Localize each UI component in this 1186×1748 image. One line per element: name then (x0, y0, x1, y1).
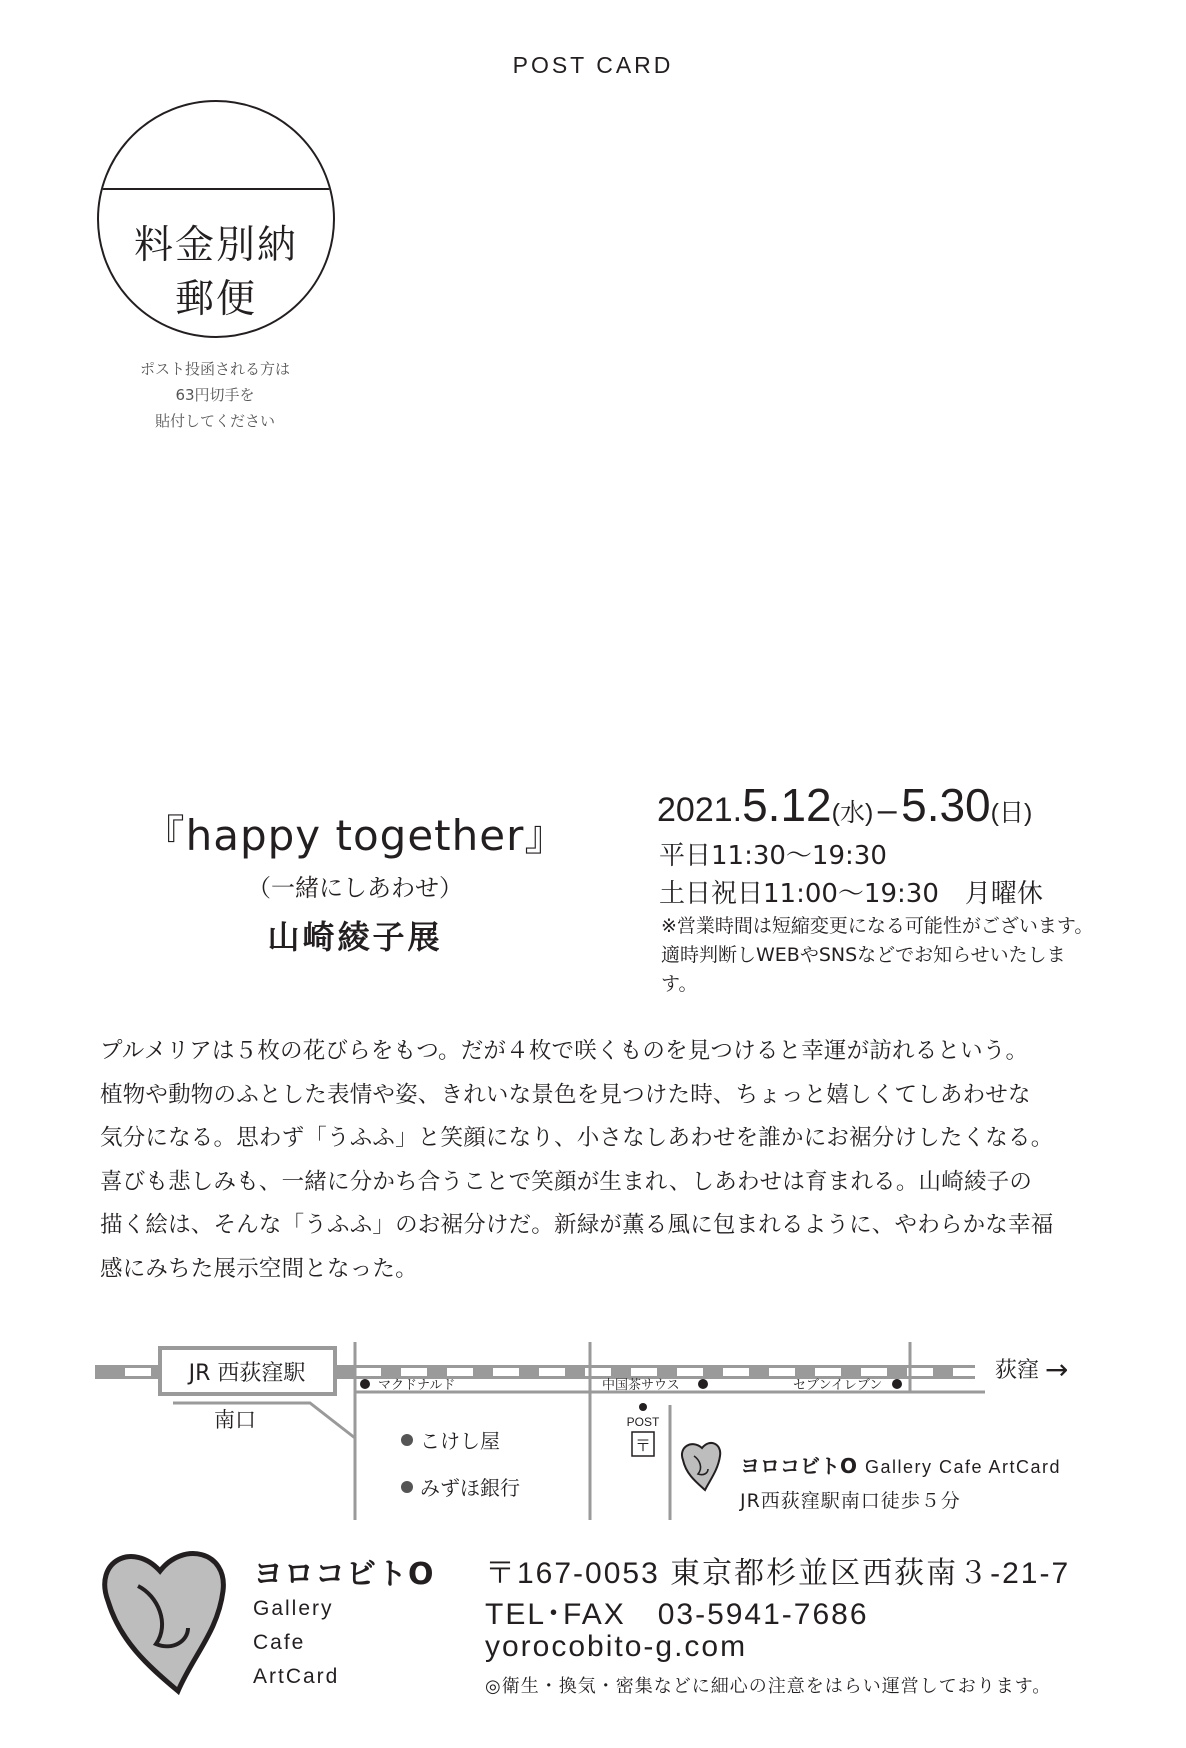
gallery-logo-icon (682, 1443, 720, 1490)
stamp-divider (99, 188, 333, 190)
stamp-note-line: 貼付してください (154, 412, 275, 430)
landmark-dot (639, 1403, 647, 1411)
footer-brand-sub: ArtCard (253, 1665, 340, 1688)
stamp-note (100, 356, 330, 434)
footer-website[interactable]: yorocobito-g.com (485, 1630, 748, 1663)
description-line: 植物や動物のふとした表情や姿、きれいな景色を見つけた時、ちょっと嬉しくてしあわせな (100, 1081, 1031, 1108)
description-line: 感にみちた展示空間となった。 (100, 1255, 418, 1282)
landmark-mcdonalds: マクドナルド (378, 1378, 456, 1393)
landmark-dot (698, 1379, 708, 1389)
footer-brand-sub: Cafe (253, 1631, 306, 1654)
direction-label: 荻窪 (995, 1358, 1040, 1383)
description-line: 描く絵は、そんな「うふふ」のお裾分けだ。新緑が薫る風に包まれるように、やわらかな幸福 (100, 1212, 1054, 1238)
stamp-line-1: 料金別納 (133, 223, 298, 268)
footer-tel: TEL･FAX 03-5941-7686 (485, 1598, 869, 1631)
date-end: 5.30 (901, 779, 991, 831)
map-gallery-logo: ヨロコビトO (740, 1454, 858, 1478)
landmark-dot (401, 1434, 413, 1446)
landmark-seven: セブンイレブン (793, 1378, 883, 1393)
landmark-dot (360, 1379, 370, 1389)
post-symbol-icon: 〒 (634, 1436, 652, 1455)
stamp-note-line: 63円切手を (175, 386, 255, 404)
exhibition-subtitle: （一緒にしあわせ） (247, 874, 463, 902)
description (100, 1030, 1100, 1291)
access-map (95, 1330, 1095, 1520)
date-start-dow: (水) (831, 799, 874, 827)
description-line: 喜びも悲しみも、一緒に分かち合うことで笑顔が生まれ、しあわせは育まれる。山崎綾子の (100, 1168, 1033, 1195)
postcard-header: POST CARD (512, 52, 674, 78)
stamp-line-2: 郵便 (174, 277, 257, 322)
date-end-dow: (日) (990, 799, 1033, 827)
postage-stamp-circle (97, 100, 335, 338)
footer-brand-sub: Gallery (253, 1597, 334, 1620)
artist-name: 山崎綾子展 (267, 918, 443, 956)
weekend-hours: 土日祝日11:00〜19:30 月曜休 (659, 879, 1043, 909)
footer-address: 〒167-0053 東京都杉並区西荻南３-21-7 (485, 1557, 1071, 1590)
exhibition-dates (657, 778, 1032, 832)
exit-label: 南口 (214, 1408, 256, 1432)
weekday-hours: 平日11:30〜19:30 (659, 841, 887, 871)
landmark-kokeshi: こけし屋 (420, 1429, 500, 1453)
stamp-note-line: ポスト投函される方は (139, 360, 290, 378)
footer-caution: ◎衛生・換気・密集などに細心の注意をはらい運営しております。 (485, 1676, 1052, 1697)
landmark-teahouse: 中国茶サウス (602, 1378, 680, 1393)
hours-notice: ※営業時間は短縮変更になる可能性がございます。適時判断しWEBやSNSなどでお知らせいたします。 (661, 915, 1094, 995)
exhibition-title: 『happy together』 (142, 811, 568, 860)
landmark-dot (401, 1481, 413, 1493)
description-line: 気分になる。思わず「うふふ」と笑顔になり、小さなしあわせを誰かにお裾分けしたくなる。 (100, 1125, 1054, 1151)
station-label: JR 西荻窪駅 (188, 1361, 306, 1386)
date-start: 5.12 (742, 779, 832, 831)
landmark-mizuho: みずほ銀行 (420, 1476, 520, 1500)
footer-logo-icon (98, 1546, 243, 1696)
date-year: 2021. (657, 791, 743, 829)
landmark-dot (892, 1379, 902, 1389)
post-label: POST (626, 1415, 660, 1429)
map-gallery-tag: Gallery Cafe ArtCard (865, 1457, 1062, 1477)
date-separator: – (877, 791, 897, 829)
description-line: プルメリアは５枚の花びらをもつ。だが４枚で咲くものを見つけると幸運が訪れるという。 (100, 1038, 1029, 1064)
footer-brand: ヨロコビトO (253, 1557, 435, 1592)
direction-arrow-icon: → (1045, 1353, 1069, 1386)
walk-time: JR西荻窪駅南口徒歩５分 (740, 1490, 961, 1512)
